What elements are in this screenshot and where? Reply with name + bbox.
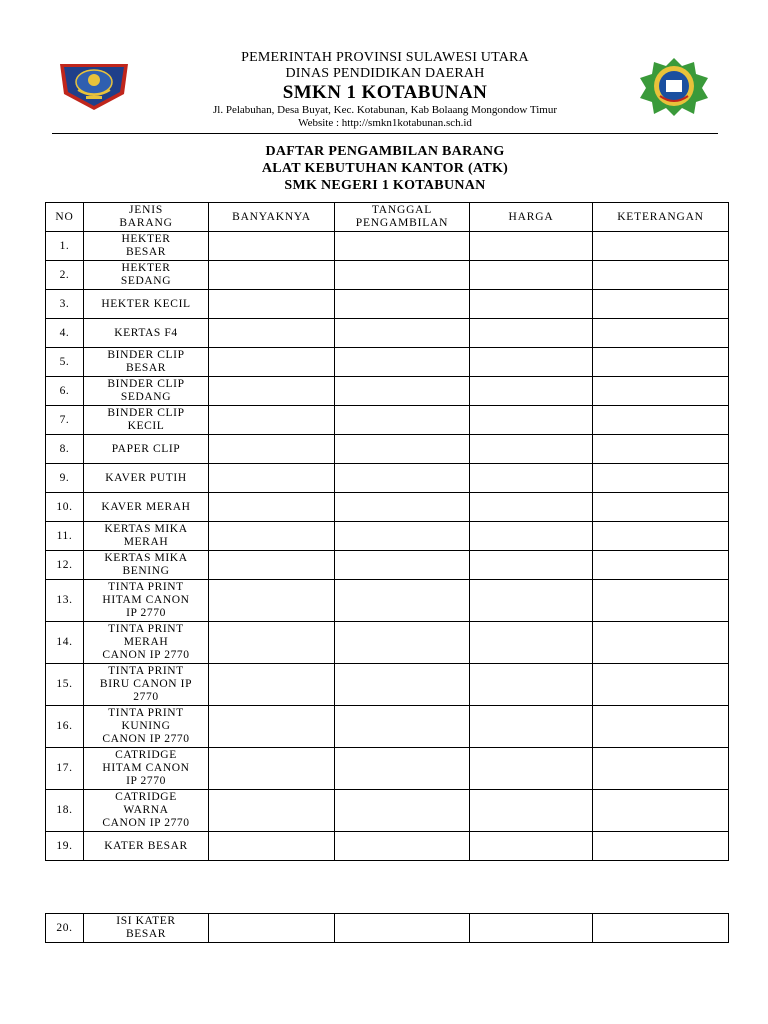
school-address: Jl. Pelabuhan, Desa Buyat, Kec. Kotabunan, Kab Bolaang Mongondow Timur [212, 104, 557, 116]
cell-tanggal-pengambilan[interactable] [335, 748, 470, 790]
table-row [46, 522, 729, 551]
cell-harga[interactable] [470, 261, 593, 290]
cell-no: 7. [46, 406, 84, 435]
header-tanggal-pengambilan [335, 203, 470, 232]
cell-harga[interactable] [470, 622, 593, 664]
table-row [46, 914, 729, 943]
cell-harga[interactable] [470, 290, 593, 319]
table-row [46, 622, 729, 664]
cell-tanggal-pengambilan[interactable] [335, 232, 470, 261]
cell-no: 10. [46, 493, 84, 522]
cell-harga[interactable] [470, 580, 593, 622]
header-keterangan: KETERANGAN [593, 203, 729, 232]
cell-tanggal-pengambilan[interactable] [335, 832, 470, 861]
cell-tanggal-pengambilan[interactable] [335, 914, 470, 943]
cell-keterangan[interactable] [593, 914, 729, 943]
cell-keterangan[interactable] [593, 551, 729, 580]
jenis-barang-line: BIRU CANON IP [99, 678, 193, 690]
cell-keterangan[interactable] [593, 790, 729, 832]
cell-harga[interactable] [470, 493, 593, 522]
jenis-barang-line: TINTA PRINT [108, 665, 184, 677]
cell-harga[interactable] [470, 435, 593, 464]
jenis-barang-line: WARNA [123, 804, 169, 816]
header-jenis-barang [84, 203, 209, 232]
jenis-barang-line: ISI KATER [116, 915, 176, 927]
cell-tanggal-pengambilan[interactable] [335, 464, 470, 493]
jenis-barang-line: CANON IP 2770 [102, 649, 190, 661]
cell-jenis-barang [84, 493, 209, 522]
table-row [46, 232, 729, 261]
jenis-barang-line: MERAH [123, 636, 169, 648]
jenis-barang-line: BENING [122, 565, 170, 577]
table-body [46, 232, 729, 861]
school-website: Website : http://smkn1kotabunan.sch.id [298, 117, 472, 129]
cell-jenis-barang [84, 664, 209, 706]
cell-banyaknya[interactable] [209, 580, 335, 622]
jenis-barang-line: CANON IP 2770 [102, 733, 190, 745]
cell-jenis-barang [84, 377, 209, 406]
jenis-barang-line: BESAR [125, 362, 167, 374]
header-harga: HARGA [470, 203, 593, 232]
jenis-barang-line: CANON IP 2770 [102, 817, 190, 829]
cell-banyaknya[interactable] [209, 522, 335, 551]
jenis-barang-line: TINTA PRINT [108, 581, 184, 593]
cell-keterangan[interactable] [593, 261, 729, 290]
cell-banyaknya[interactable] [209, 435, 335, 464]
jenis-barang-line: KUNING [121, 720, 171, 732]
department-name: DINAS PENDIDIKAN DAERAH [285, 66, 485, 81]
table-row [46, 493, 729, 522]
cell-jenis-barang [84, 290, 209, 319]
cell-banyaknya[interactable] [209, 664, 335, 706]
jenis-barang-line: IP 2770 [126, 775, 166, 787]
cell-banyaknya[interactable] [209, 261, 335, 290]
cell-keterangan[interactable] [593, 493, 729, 522]
cell-no: 16. [46, 706, 84, 748]
cell-banyaknya[interactable] [209, 348, 335, 377]
cell-keterangan[interactable] [593, 664, 729, 706]
cell-tanggal-pengambilan[interactable] [335, 348, 470, 377]
table-row [46, 706, 729, 748]
cell-harga[interactable] [470, 914, 593, 943]
cell-no: 15. [46, 664, 84, 706]
cell-banyaknya[interactable] [209, 551, 335, 580]
jenis-barang-line: BINDER CLIP [107, 349, 185, 361]
cell-tanggal-pengambilan[interactable] [335, 493, 470, 522]
cell-keterangan[interactable] [593, 377, 729, 406]
jenis-barang-line: TINTA PRINT [108, 707, 184, 719]
items-table [45, 202, 729, 861]
cell-harga[interactable] [470, 232, 593, 261]
jenis-barang-line: HITAM CANON [102, 762, 190, 774]
cell-no: 5. [46, 348, 84, 377]
province-emblem-logo [56, 56, 132, 112]
table-row [46, 377, 729, 406]
cell-keterangan[interactable] [593, 622, 729, 664]
jenis-barang-line: KECIL [127, 420, 165, 432]
cell-harga[interactable] [470, 319, 593, 348]
title-line-2: ALAT KEBUTUHAN KANTOR (ATK) [261, 161, 509, 176]
cell-keterangan[interactable] [593, 464, 729, 493]
cell-tanggal-pengambilan[interactable] [335, 706, 470, 748]
cell-harga[interactable] [470, 832, 593, 861]
cell-harga[interactable] [470, 406, 593, 435]
cell-keterangan[interactable] [593, 406, 729, 435]
cell-harga[interactable] [470, 790, 593, 832]
cell-harga[interactable] [470, 348, 593, 377]
table-row [46, 551, 729, 580]
cell-tanggal-pengambilan[interactable] [335, 622, 470, 664]
table-header-row [46, 203, 729, 232]
jenis-barang-line: BESAR [125, 246, 167, 258]
cell-no: 12. [46, 551, 84, 580]
cell-harga[interactable] [470, 464, 593, 493]
cell-tanggal-pengambilan[interactable] [335, 790, 470, 832]
table-row [46, 348, 729, 377]
cell-jenis-barang [84, 348, 209, 377]
cell-banyaknya[interactable] [209, 406, 335, 435]
cell-tanggal-pengambilan[interactable] [335, 377, 470, 406]
table-row [46, 832, 729, 861]
jenis-barang-line: 2770 [133, 691, 159, 703]
cell-tanggal-pengambilan[interactable] [335, 406, 470, 435]
jenis-barang-line: KAVER PUTIH [105, 471, 187, 484]
cell-tanggal-pengambilan[interactable] [335, 261, 470, 290]
items-table-continued [45, 913, 729, 943]
cell-banyaknya[interactable] [209, 914, 335, 943]
jenis-barang-line: TINTA PRINT [108, 623, 184, 635]
jenis-barang-line: SEDANG [120, 275, 172, 287]
cell-tanggal-pengambilan[interactable] [335, 319, 470, 348]
title-line-1: DAFTAR PENGAMBILAN BARANG [265, 144, 505, 159]
jenis-barang-line: BINDER CLIP [107, 378, 185, 390]
cell-keterangan[interactable] [593, 522, 729, 551]
cell-banyaknya[interactable] [209, 319, 335, 348]
cell-tanggal-pengambilan[interactable] [335, 290, 470, 319]
jenis-barang-line: HEKTER KECIL [101, 297, 191, 310]
header-tanggal-line: PENGAMBILAN [355, 217, 449, 229]
header-tanggal-line: TANGGAL [371, 204, 433, 216]
cell-jenis-barang [84, 748, 209, 790]
cell-harga[interactable] [470, 522, 593, 551]
jenis-barang-line: KATER BESAR [104, 839, 188, 852]
cell-no: 4. [46, 319, 84, 348]
cell-no: 1. [46, 232, 84, 261]
jenis-barang-line: CATRIDGE [115, 749, 177, 761]
table-body-continued [46, 914, 729, 943]
cell-harga[interactable] [470, 551, 593, 580]
cell-no: 11. [46, 522, 84, 551]
cell-tanggal-pengambilan[interactable] [335, 551, 470, 580]
jenis-barang-line: SEDANG [120, 391, 172, 403]
government-name: PEMERINTAH PROVINSI SULAWESI UTARA [241, 50, 529, 65]
cell-banyaknya[interactable] [209, 790, 335, 832]
cell-banyaknya[interactable] [209, 832, 335, 861]
cell-tanggal-pengambilan[interactable] [335, 522, 470, 551]
cell-keterangan[interactable] [593, 290, 729, 319]
jenis-barang-line: HITAM CANON [102, 594, 190, 606]
school-logo [636, 56, 712, 116]
school-name: SMKN 1 KOTABUNAN [282, 82, 488, 103]
cell-harga[interactable] [470, 706, 593, 748]
cell-keterangan[interactable] [593, 348, 729, 377]
jenis-barang-line: KERTAS F4 [114, 326, 178, 339]
cell-banyaknya[interactable] [209, 748, 335, 790]
cell-jenis-barang [84, 551, 209, 580]
letterhead-divider [52, 133, 718, 134]
letterhead [150, 50, 620, 130]
table-row [46, 664, 729, 706]
cell-no: 2. [46, 261, 84, 290]
table-row [46, 261, 729, 290]
cell-tanggal-pengambilan[interactable] [335, 435, 470, 464]
cell-banyaknya[interactable] [209, 622, 335, 664]
cell-no: 8. [46, 435, 84, 464]
cell-jenis-barang [84, 261, 209, 290]
cell-no: 14. [46, 622, 84, 664]
table-row [46, 464, 729, 493]
document-title [150, 143, 620, 194]
cell-harga[interactable] [470, 664, 593, 706]
cell-banyaknya[interactable] [209, 493, 335, 522]
jenis-barang-line: IP 2770 [126, 607, 166, 619]
table-row [46, 319, 729, 348]
cell-jenis-barang [84, 319, 209, 348]
jenis-barang-line: KERTAS MIKA [104, 523, 188, 535]
cell-harga[interactable] [470, 748, 593, 790]
table-row [46, 580, 729, 622]
table-row [46, 790, 729, 832]
cell-no: 13. [46, 580, 84, 622]
table-row [46, 748, 729, 790]
cell-harga[interactable] [470, 377, 593, 406]
table-row [46, 435, 729, 464]
jenis-barang-line: KAVER MERAH [101, 500, 191, 513]
cell-banyaknya[interactable] [209, 464, 335, 493]
cell-keterangan[interactable] [593, 580, 729, 622]
jenis-barang-line: HEKTER [121, 262, 171, 274]
cell-tanggal-pengambilan[interactable] [335, 580, 470, 622]
cell-jenis-barang [84, 580, 209, 622]
cell-jenis-barang [84, 522, 209, 551]
cell-no: 17. [46, 748, 84, 790]
jenis-barang-line: KERTAS MIKA [104, 552, 188, 564]
cell-banyaknya[interactable] [209, 232, 335, 261]
cell-jenis-barang [84, 406, 209, 435]
cell-jenis-barang [84, 706, 209, 748]
table-row [46, 290, 729, 319]
jenis-barang-line: HEKTER [121, 233, 171, 245]
jenis-barang-line: BINDER CLIP [107, 407, 185, 419]
cell-keterangan[interactable] [593, 706, 729, 748]
cell-no: 20. [46, 914, 84, 943]
header-jenis-line: BARANG [119, 217, 173, 229]
cell-keterangan[interactable] [593, 435, 729, 464]
table-row [46, 406, 729, 435]
cell-keterangan[interactable] [593, 232, 729, 261]
header-jenis-line: JENIS [128, 204, 164, 216]
cell-no: 6. [46, 377, 84, 406]
cell-banyaknya[interactable] [209, 290, 335, 319]
cell-jenis-barang [84, 914, 209, 943]
cell-keterangan[interactable] [593, 748, 729, 790]
cell-banyaknya[interactable] [209, 377, 335, 406]
cell-jenis-barang [84, 464, 209, 493]
cell-keterangan[interactable] [593, 319, 729, 348]
cell-jenis-barang [84, 790, 209, 832]
jenis-barang-line: CATRIDGE [115, 791, 177, 803]
cell-banyaknya[interactable] [209, 706, 335, 748]
jenis-barang-line: BESAR [125, 928, 167, 940]
cell-jenis-barang [84, 832, 209, 861]
cell-jenis-barang [84, 435, 209, 464]
jenis-barang-line: MERAH [123, 536, 169, 548]
cell-no: 9. [46, 464, 84, 493]
cell-no: 19. [46, 832, 84, 861]
cell-tanggal-pengambilan[interactable] [335, 664, 470, 706]
cell-no: 18. [46, 790, 84, 832]
cell-jenis-barang [84, 622, 209, 664]
header-no: NO [46, 203, 84, 232]
cell-jenis-barang [84, 232, 209, 261]
cell-keterangan[interactable] [593, 832, 729, 861]
jenis-barang-line: PAPER CLIP [111, 442, 181, 455]
cell-no: 3. [46, 290, 84, 319]
title-line-3: SMK NEGERI 1 KOTABUNAN [284, 178, 486, 193]
header-banyaknya: BANYAKNYA [209, 203, 335, 232]
